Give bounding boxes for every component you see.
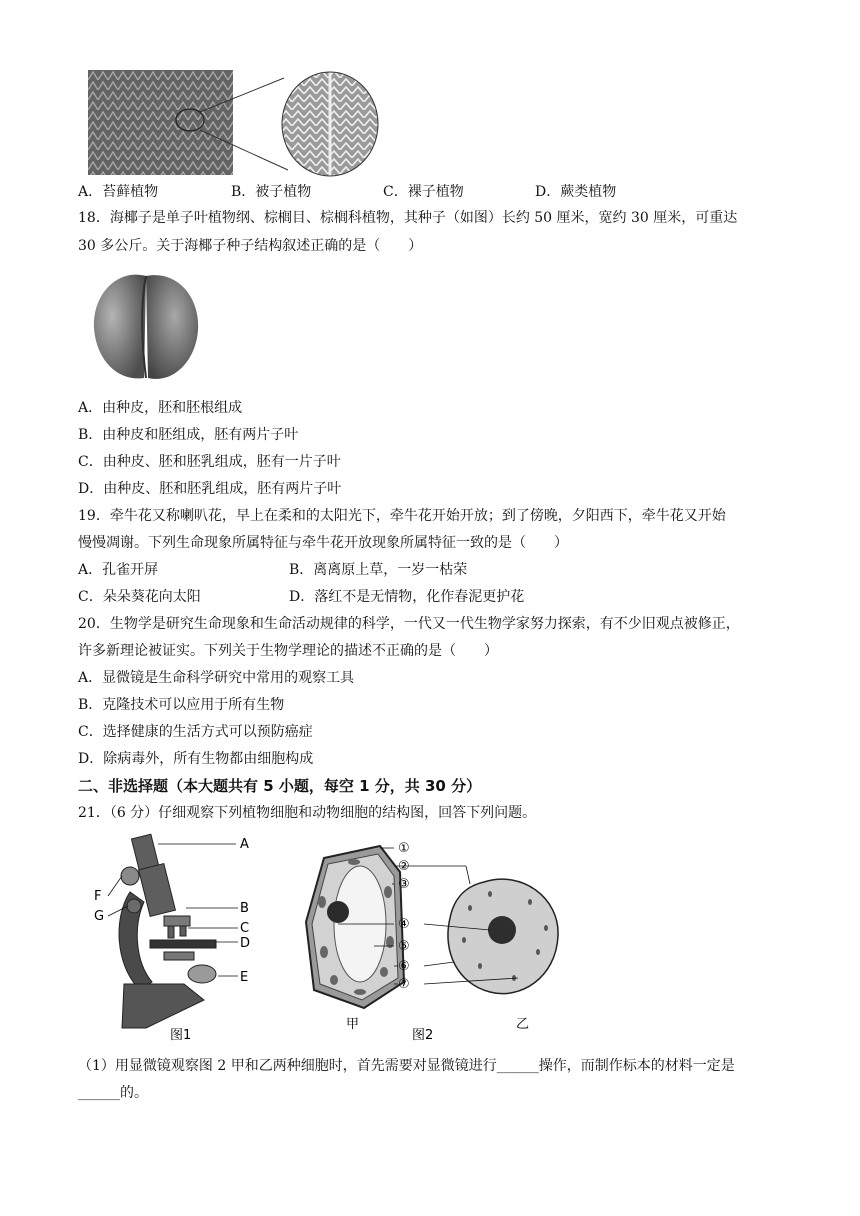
microscope-label-e: E	[240, 970, 249, 985]
q18-option-b[interactable]: B．由种皮和胚组成，胚有两片子叶	[78, 427, 299, 443]
q18-option-c[interactable]: C．由种皮、胚和胚乳组成，胚有一片子叶	[78, 454, 341, 470]
cell-label-2: ②	[398, 859, 410, 874]
cell-label-1: ①	[398, 841, 410, 856]
q19-stem-line2: 慢慢凋谢。下列生命现象所属特征与牵牛花开放现象所属特征一致的是（ ）	[78, 535, 568, 551]
cell-label-3: ③	[398, 877, 410, 892]
q18-stem-line2: 30 多公斤。关于海椰子种子结构叙述正确的是（ ）	[78, 238, 423, 254]
animal-cell-label: 乙	[516, 1017, 530, 1032]
cell-figure	[294, 832, 564, 1042]
q18-stem-line1: 18．海椰子是单子叶植物纲、棕榈目、棕榈科植物，其种子（如图）长约 50 厘米，宽约 30 厘米，可重达	[78, 210, 738, 226]
q19-option-b[interactable]: B．离离原上草，一岁一枯荣	[289, 562, 468, 578]
q21-sub1-line2[interactable]: ______的。	[78, 1085, 148, 1101]
cell-label-7: ⑦	[398, 977, 410, 992]
q20-option-a[interactable]: A．显微镜是生命科学研究中常用的观察工具	[78, 670, 355, 686]
figure2-caption: 图2	[412, 1028, 434, 1042]
q18-option-a[interactable]: A．由种皮，胚和胚根组成	[78, 400, 243, 416]
q19-option-c[interactable]: C．朵朵葵花向太阳	[78, 589, 201, 605]
fern-figure	[88, 70, 383, 178]
animal-cell	[448, 879, 558, 993]
microscope-figure	[84, 832, 284, 1042]
microscope-label-g: G	[94, 909, 105, 924]
q19-stem-line1: 19．牵牛花又称喇叭花，早上在柔和的太阳光下，牵牛花开始开放；到了傍晚，夕阳西下，牵牛花又开始	[78, 508, 726, 524]
microscope-label-f: F	[94, 889, 102, 904]
q17-option-c[interactable]: C．裸子植物	[383, 184, 464, 200]
q20-option-b[interactable]: B．克隆技术可以应用于所有生物	[78, 697, 285, 713]
q17-option-d[interactable]: D．蕨类植物	[535, 184, 617, 200]
cell-label-4: ④	[398, 917, 410, 932]
q20-option-c[interactable]: C．选择健康的生活方式可以预防癌症	[78, 724, 313, 740]
q18-option-d[interactable]: D．由种皮、胚和胚乳组成，胚有两片子叶	[78, 481, 342, 497]
microscope-label-c: C	[240, 921, 250, 936]
q20-option-d[interactable]: D．除病毒外，所有生物都由细胞构成	[78, 751, 314, 767]
q20-stem-line2: 许多新理论被证实。下列关于生物学理论的描述不正确的是（ ）	[78, 643, 498, 659]
q17-option-a[interactable]: A．苔藓植物	[78, 184, 159, 200]
microscope-label-d: D	[240, 936, 251, 951]
plant-cell-label: 甲	[346, 1017, 360, 1032]
q21-stem: 21．（6 分）仔细观察下列植物细胞和动物细胞的结构图，回答下列问题。	[78, 805, 537, 821]
q19-option-a[interactable]: A．孔雀开屏	[78, 562, 159, 578]
q20-stem-line1: 20．生物学是研究生命现象和生命活动规律的科学，一代又一代生物学家努力探索，有不少旧观点被修正，	[78, 616, 740, 632]
plant-cell	[306, 846, 404, 1008]
figure1-caption: 图1	[170, 1028, 192, 1042]
microscope-label-b: B	[240, 901, 249, 916]
cell-label-5: ⑤	[398, 939, 410, 954]
cell-label-6: ⑥	[398, 959, 410, 974]
q21-sub1-line1[interactable]: （1）用显微镜观察图 2 甲和乙两种细胞时，首先需要对显微镜进行______操作，而制作标本的材料一定是	[78, 1058, 735, 1074]
section2-heading: 二、非选择题（本大题共有 5 小题，每空 1 分，共 30 分）	[78, 777, 482, 795]
q17-option-b[interactable]: B．被子植物	[231, 184, 312, 200]
fern-magnified	[278, 70, 383, 178]
q19-option-d[interactable]: D．落红不是无情物，化作春泥更护花	[289, 589, 525, 605]
microscope-label-a: A	[240, 837, 249, 852]
coco-de-mer-seed-image	[86, 266, 206, 388]
